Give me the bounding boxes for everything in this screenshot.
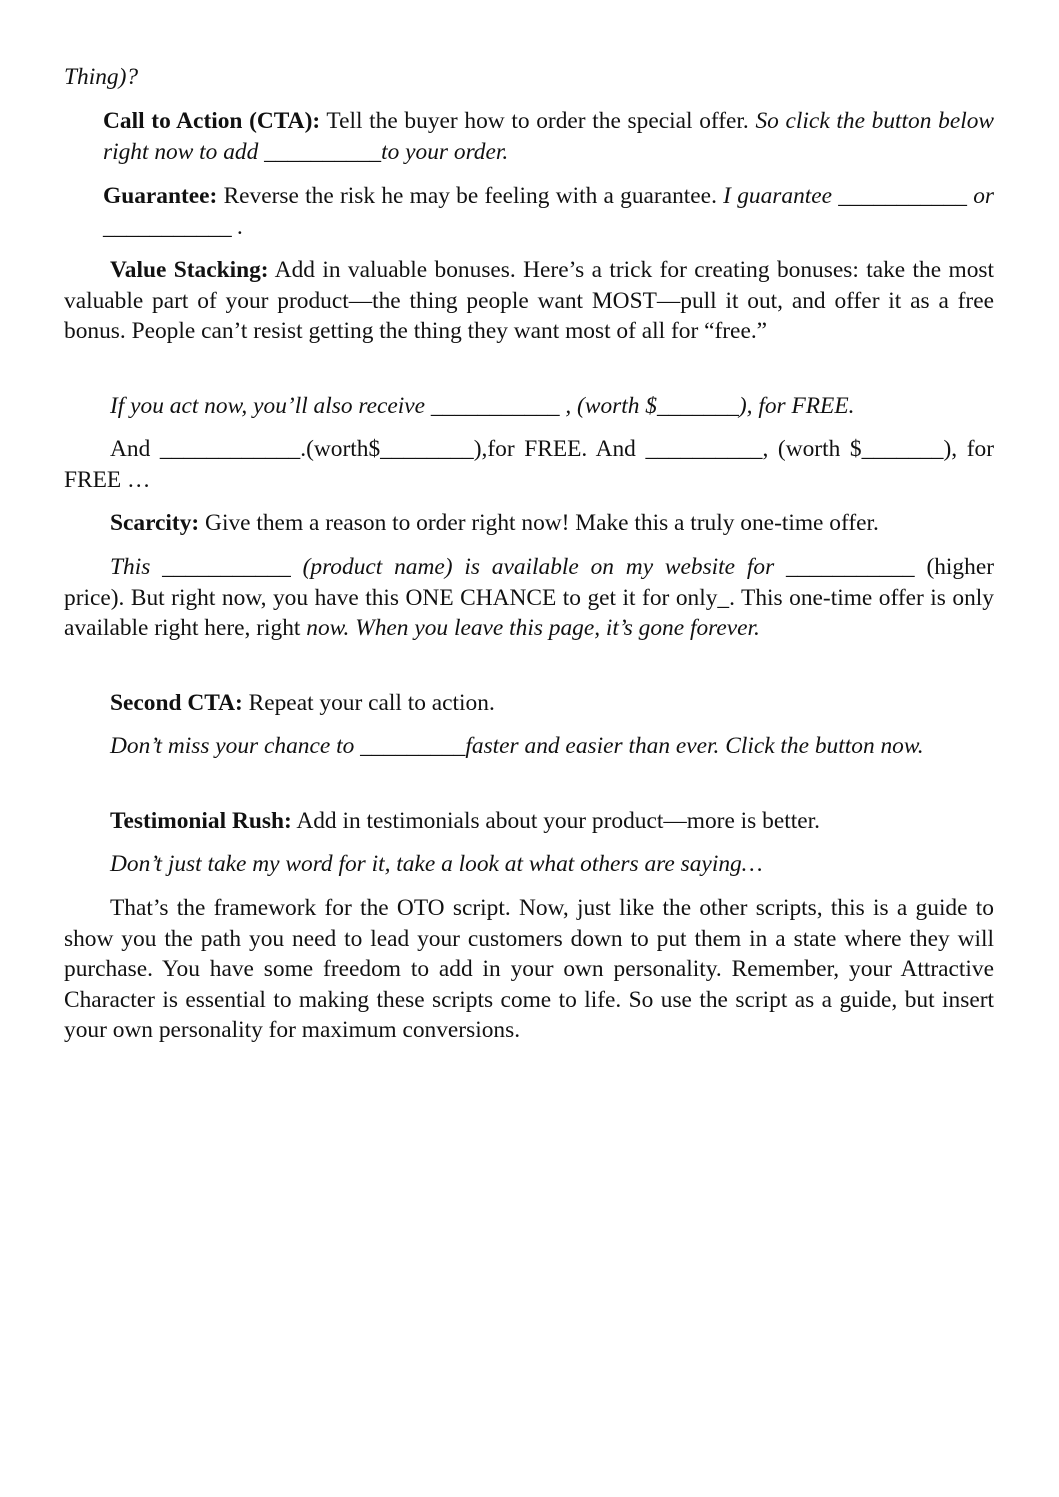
guarantee-example: I guarantee ___________ or ___________ . (103, 183, 995, 240)
second-cta-body: Repeat your call to action. (242, 690, 495, 716)
cta-heading: Call to Action (CTA): (103, 108, 321, 134)
guarantee-heading: Guarantee: (103, 183, 218, 209)
testimonial-rush-paragraph (64, 806, 994, 837)
cta-example: So click the button below right now to add __________to your order. (103, 108, 995, 165)
value-stacking-paragraph (64, 255, 994, 347)
testimonial-rush-body: Add in testimonials about your product—more is better. (291, 808, 820, 834)
scarcity-body: Give them a reason to order right now! Make this a truly one-time offer. (199, 510, 879, 536)
second-cta-paragraph (64, 688, 994, 719)
intro-fragment: Thing)? (64, 64, 139, 90)
closing-paragraph: That’s the framework for the OTO script. Now, just like the other scripts, this is a guide to show you the path you need to lead your customers down to put them in a state where they will purchase. You have some freedom to add in your own personality. Remember, your Attractive Character is essential to making these scripts come to life. So use the script as a guide, but insert your own personality for maximum conversions. (64, 895, 994, 1044)
second-cta-heading: Second CTA: (110, 690, 243, 716)
second-cta-example: Don’t miss your chance to _________faster and easier than ever. Click the button now. (110, 733, 924, 759)
cta-paragraph (103, 106, 994, 167)
value-stacking-heading: Value Stacking: (110, 257, 269, 283)
value-stacking-body: Add in valuable bonuses. Here’s a trick for creating bonuses: take the most valuable part of your product—the thing people want MOST—pull it out, and offer it as a free bonus. People can’t resist getting the thing they want most of all for “free.” (64, 257, 994, 345)
scarcity-heading: Scarcity: (110, 510, 200, 536)
testimonial-rush-heading: Testimonial Rush: (110, 808, 292, 834)
scarcity-example: This ___________ (product name) is available on my website for ___________ (higher price). But right now, you have this ONE CHANCE to get it for only_. This one-time offer is only available right here, right now. When you leave this page, it’s gone forever. (64, 554, 994, 642)
cta-body: Tell the buyer how to order the special offer. (320, 108, 756, 134)
guarantee-paragraph (103, 181, 994, 242)
value-stacking-example-1: If you act now, you’ll also receive ___________ , (worth $_______), for FREE. (110, 393, 855, 419)
testimonial-rush-example: Don’t just take my word for it, take a look at what others are saying… (110, 851, 763, 877)
guarantee-body: Reverse the risk he may be feeling with a guarantee. (217, 183, 724, 209)
scarcity-paragraph (64, 508, 994, 539)
value-stacking-example-2: And ____________.(worth$________),for FREE. And __________, (worth $_______), for FREE … (64, 436, 994, 493)
